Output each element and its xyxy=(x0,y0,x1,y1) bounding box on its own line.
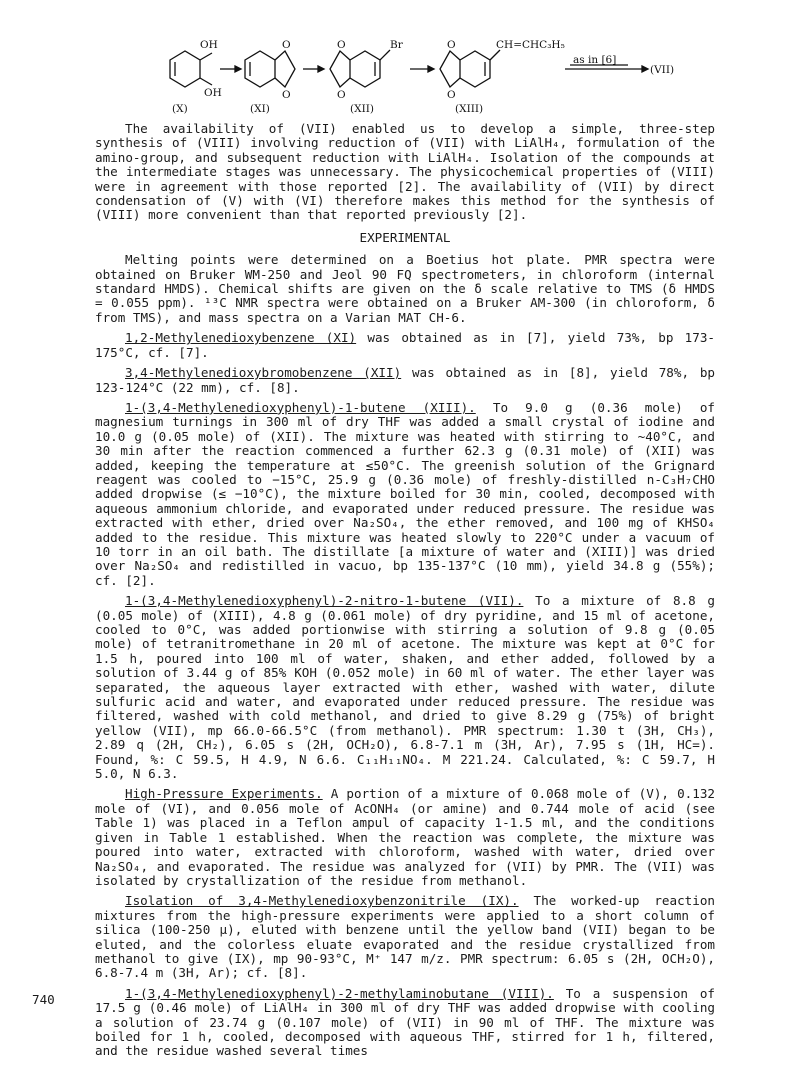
article-body xyxy=(95,122,715,1065)
page-number: 740 xyxy=(32,992,55,1007)
structure-x xyxy=(170,51,212,87)
structure-xi xyxy=(245,51,295,87)
reaction-scheme xyxy=(150,8,710,120)
title-high-pressure: High-Pressure Experiments. xyxy=(125,786,323,802)
body-high-pressure: A portion of a mixture of 0.068 mole of (V), 0.132 mole of (VI), and 0.056 mole of AcONH₄ (or amine) and 0.744 mole of acid (see Table 1) was placed in a Teflon ampul of capacity 1-1.5 ml, and the conditions given in Table 1 established. When the reaction was complete, the mixture was poured into water, extracted with chloroform, washed with water, dried over Na₂SO₄, and evaporated. The residue was analyzed for (VII) by PMR. The (VII) was isolated by crystallization of the residue from methanol. xyxy=(95,786,715,888)
paragraph-compound-xi xyxy=(95,331,715,360)
body-compound-xi: was obtained as in [7], yield 73%, bp 173-175°C, cf. [7]. xyxy=(95,330,716,360)
paragraph-high-pressure xyxy=(95,787,715,888)
compound-label-xii: (XII) xyxy=(350,103,374,115)
paragraph-methods: Melting points were determined on a Boetius hot plate. PMR spectra were obtained on Bruker WM-250 and Jeol 90 FQ spectrometers, in chloroform (internal standard HMDS). Chemical shifts are given on the δ scale relative to TMS (δ HMDS = 0.055 ppm). ¹³C NMR spectra were obtained on a Bruker AM-300 (in chloroform, δ from TMS), and mass spectra on a Varian MAT CH-6. xyxy=(95,252,715,325)
paragraph-compound-xiii xyxy=(95,401,715,588)
o-label-xiii-bottom: O xyxy=(447,89,456,101)
oh-bottom-label: OH xyxy=(204,87,222,99)
title-compound-vii: 1-(3,4-Methylenedioxyphenyl)-2-nitro-1-butene (VII). xyxy=(125,593,524,609)
body-compound-vii: To a mixture of 8.8 g (0.05 mole) of (XIII), 4.8 g (0.061 mole) of dry pyridine, and 15 ml of acetone, cooled to 0°C, was added portionwise with stirring a solution of 9.8 g (0.05 mole) of tetranitromethane in 20 ml of acetone. The mixture was kept at 0°C for 1.5 h, poured into 100 ml of water, shaken, and ether added, followed by a solution of 3.44 g of 85% KOH (0.052 mole) in 60 ml of water. The ether layer was separated, the aqueous layer extracted with ether, washed with water, dilute sulfuric acid and water, and evaporated under reduced pressure. The residue was filtered, washed with cold methanol, and dried to give 8.29 g (75%) of bright yellow (VII), mp 66.0-66.5°C (from methanol). PMR spectrum: 1.30 t (3H, CH₃), 2.89 q (2H, CH₂), 6.05 s (2H, OCH₂O), 6.8-7.1 m (3H, Ar), 7.95 s (1H, HC=). Found, %: C 59.5, H 4.9, N 6.6. C₁₁H₁₁NO₄. M 221.24. Calculated, %: C 59.7, H 5.0, N 6.3. xyxy=(95,593,715,782)
paragraph-isolation-ix xyxy=(95,894,715,980)
title-compound-xii: 3,4-Methylenedioxybromobenzene (XII) xyxy=(125,365,402,381)
product-label: (VII) xyxy=(650,64,675,76)
compound-label-xiii: (XIII) xyxy=(455,103,484,115)
title-isolation-ix: Isolation of 3,4-Methylenedioxybenzonitrile (IX). xyxy=(125,893,519,909)
body-compound-xiii: To 9.0 g (0.36 mole) of magnesium turnings in 300 ml of dry THF was added a small crystal of iodine and 10.0 g (0.05 mole) of (XII). The mixture was heated with stirring to ~40°C, and 30 min after the reaction commenced a further 62.3 g (0.31 mole) of (XII) was added, keeping the temperature at ≤50°C. The greenish solution of the Grignard reagent was cooled to −15°C, 25.9 g (0.36 mole) of freshly-distilled n-C₃H₇CHO added dropwise (≤ −10°C), the mixture boiled for 30 min, cooled, decomposed with aqueous ammonium chloride, and evaporated under reduced pressure. The residue was extracted with ether, dried over Na₂SO₄, the ether removed, and 100 mg of KHSO₄ added to the residue. This mixture was heated slowly to 220°C under a vacuum of 10 torr in an oil bath. The distillate [a mixture of water and (XIII)] was dried over Na₂SO₄ and redistilled in vacuo, bp 135-137°C (10 mm), yield 34.8 g (55%); cf. [2]. xyxy=(95,399,715,588)
oh-top-label: OH xyxy=(200,39,218,51)
title-compound-viii: 1-(3,4-Methylenedioxyphenyl)-2-methylaminobutane (VIII). xyxy=(125,985,554,1001)
paragraph-compound-viii xyxy=(95,987,715,1059)
body-compound-xii: was obtained as in [8], yield 78%, bp 123-124°C (22 mm), cf. [8]. xyxy=(95,365,715,395)
ch-chain-label: CH=CHC₃H₅ xyxy=(496,39,565,51)
compound-label-xi: (XI) xyxy=(250,103,270,115)
title-compound-xiii: 1-(3,4-Methylenedioxyphenyl)-1-butene (XIII). xyxy=(125,399,476,415)
paragraph-synthesis: The availability of (VII) enabled us to develop a simple, three-step synthesis of (VIII) involving reduction of (VII) with LiAlH₄, formulation of the amino-group, and subsequent reduction with LiAlH₄. Isolation of the compounds at the intermediate stages was unnecessary. The physicochemical properties of (VIII) were in agreement with those reported [2]. The availability of (VII) by direct condensation of (V) with (VI) therefore makes this method for the synthesis of (VIII) more convenient than that reported previously [2]. xyxy=(95,121,715,223)
paragraph-compound-xii xyxy=(95,366,715,395)
title-compound-xi: 1,2-Methylenedioxybenzene (XI) xyxy=(125,330,357,346)
compound-label-x: (X) xyxy=(172,103,188,115)
body-compound-viii: To a suspension of 17.5 g (0.46 mole) of LiAlH₄ in 300 ml of dry THF was added dropwise with cooling a solution of 23.74 g (0.107 mole) of (VII) in 90 ml of THF. The mixture was boiled for 1 h, cooled, decomposed with aqueous THF, stirred for 1 h, filtered, and the residue washed several times xyxy=(95,985,715,1059)
structure-xiii xyxy=(440,50,500,87)
structure-xii xyxy=(330,50,390,87)
o-label-xii-bottom: O xyxy=(337,89,346,101)
body-isolation-ix: The worked-up reaction mixtures from the high-pressure experiments were applied to a short column of silica (100-250 μ), eluted with benzene until the yellow band (VII) began to be eluted, and the colorless eluate evaporated and the residue crystallized from methanol to give (IX), mp 90-93°C, M⁺ 147 m/z. PMR spectrum: 6.05 s (2H, OCH₂O), 6.8-7.4 m (3H, Ar); cf. [8]. xyxy=(95,893,715,981)
o-label-xii-top: O xyxy=(337,39,346,51)
o-label-xiii-top: O xyxy=(447,39,456,51)
paragraph-compound-vii xyxy=(95,594,715,781)
o-label-xi-bottom: O xyxy=(282,89,291,101)
section-heading-experimental: EXPERIMENTAL xyxy=(359,229,451,245)
arrow-label: as in [6] xyxy=(573,54,617,66)
o-label-xi-top: O xyxy=(282,39,291,51)
br-label: Br xyxy=(390,39,403,51)
